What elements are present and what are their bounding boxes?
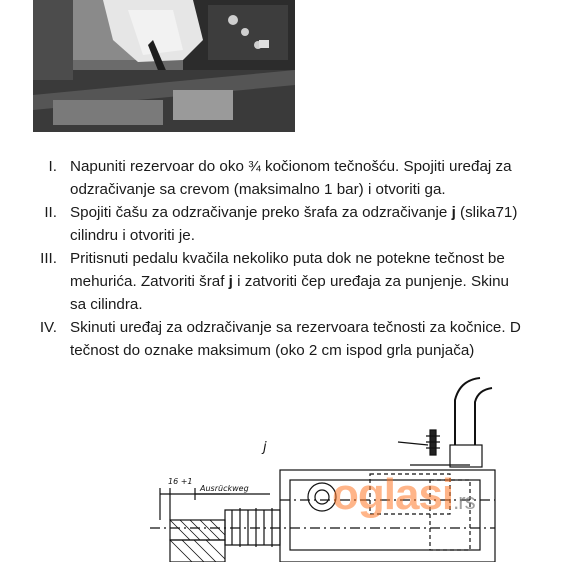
- step-3: [0, 247, 562, 316]
- bold-label-j: j: [228, 273, 233, 290]
- label-j: j: [263, 440, 267, 455]
- workshop-photo: [33, 0, 295, 132]
- step-text-line: cilindru i otvoriti je.: [70, 227, 195, 244]
- step-text-line: Pritisnuti pedalu kvačila nekoliko puta dok ne potekne tečnost be: [70, 250, 505, 267]
- step-text-line: [70, 201, 517, 224]
- text-segment: mehurića. Zatvoriti šraf: [70, 273, 229, 290]
- dimension-label: 16 +1: [168, 477, 193, 486]
- step-number: III.: [40, 250, 57, 267]
- step-text-line: [70, 270, 509, 293]
- bold-label-j: j: [451, 204, 456, 221]
- ausruckweg-label: Ausrückweg: [200, 484, 249, 493]
- step-text-line: sa cilindra.: [70, 296, 143, 313]
- step-text-line: Napuniti rezervoar do oko ¾ kočionom tečnošću. Spojiti uređaj za: [70, 158, 512, 175]
- step-number: IV.: [39, 319, 57, 336]
- watermark-logo: [332, 470, 475, 520]
- text-segment: (slika71): [455, 204, 518, 221]
- step-text-line: tečnost do oznake maksimum (oko 2 cm ispod grla punjača): [70, 342, 475, 359]
- step-1: [0, 155, 562, 201]
- clutch-cylinder-diagram: [130, 370, 562, 562]
- watermark-brand: oglasi: [332, 470, 454, 519]
- step-text-line: Skinuti uređaj za odzračivanje sa rezervoara tečnosti za kočnice. D: [70, 319, 521, 336]
- text-segment: i zatvoriti čep uređaja za punjenje. Skinu: [232, 273, 509, 290]
- step-2: [0, 201, 562, 247]
- text-segment: Spojiti čašu za odzračivanje preko šrafa za odzračivanje: [70, 204, 452, 221]
- step-text-line: odzračivanje sa crevom (maksimalno 1 bar) i otvoriti ga.: [70, 181, 446, 198]
- step-number: II.: [44, 204, 57, 221]
- step-number: I.: [48, 158, 57, 175]
- step-4: [0, 316, 562, 362]
- watermark-tld: .rs: [453, 489, 475, 514]
